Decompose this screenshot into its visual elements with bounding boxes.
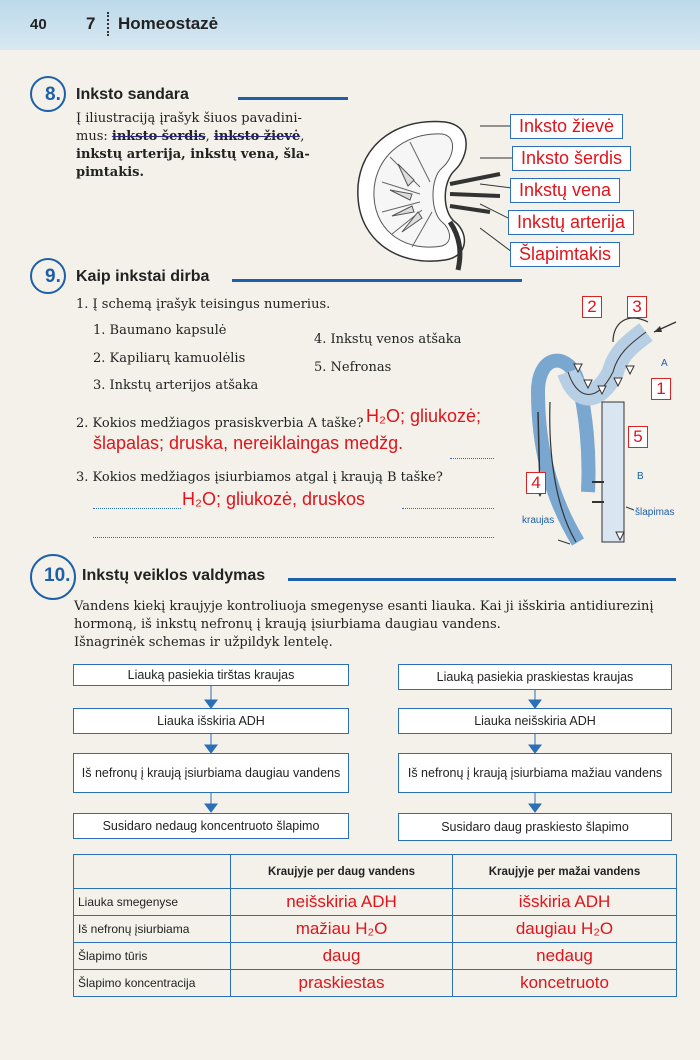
cell-answer: neišskiria ADH <box>231 889 453 916</box>
option-2: 2. Kapiliarų kamuolėlis <box>93 351 246 366</box>
cell-answer: išskiria ADH <box>453 889 677 916</box>
chapter-number: 7 <box>86 14 96 33</box>
section10-number: 10. <box>44 565 71 586</box>
answer-q3-dots-a <box>93 508 181 509</box>
right-flow-1: Liauką pasiekia praskiestas kraujas <box>398 664 672 690</box>
header-band <box>0 0 700 50</box>
right-flow-2: Liauka neišskiria ADH <box>398 708 672 734</box>
table-header-row <box>74 855 677 889</box>
diagram-box-nephron: 5 <box>628 426 648 448</box>
option-3: 3. Inkstų arterijos atšaka <box>93 378 259 393</box>
cell-answer: praskiestas <box>231 970 453 997</box>
flow-arrows <box>0 686 700 816</box>
label-slapimtakis: Šlapimtakis <box>510 242 620 267</box>
section9-q2: 2. Kokios medžiagos prasiskverbia A taške? <box>76 416 364 431</box>
table-row <box>74 916 677 943</box>
diagram-box-vein: 4 <box>526 472 546 494</box>
row-label: Liauka smegenyse <box>74 889 231 916</box>
cell-answer: daugiau H₂O <box>453 916 677 943</box>
row-label: Iš nefronų įsiurbiama <box>74 916 231 943</box>
option-5: 5. Nefronas <box>314 360 392 375</box>
left-flow-2: Liauka išskiria ADH <box>73 708 349 734</box>
diagram-box-capsule: 1 <box>651 378 671 400</box>
row-label: Šlapimo koncentracija <box>74 970 231 997</box>
left-flow-4: Susidaro nedaug koncentruoto šlapimo <box>73 813 349 839</box>
cell-answer: koncetruoto <box>453 970 677 997</box>
section8-instruction: Į iliustraciją įrašyk šiuos pavadini- mus: inksto šerdis, inksto žievė, inkstų arterija, inkstų vena, šla- pimtakis. <box>76 111 310 180</box>
section9-number: 9. <box>45 266 61 287</box>
section9-rule <box>232 279 522 282</box>
diagram-label-slapimas: šlapimas <box>635 507 675 518</box>
section9-title: Kaip inkstai dirba <box>76 268 210 285</box>
right-flow-4: Susidaro daug praskiesto šlapimo <box>398 813 672 841</box>
label-inksto-zieve: Inksto žievė <box>510 114 623 139</box>
answer-q3: H₂O; gliukozė, druskos <box>182 489 366 509</box>
cell-answer: daug <box>231 943 453 970</box>
diagram-box-top-right: 3 <box>627 296 647 318</box>
section8-number: 8. <box>45 84 61 105</box>
answer-q3-dots-c <box>93 537 494 538</box>
section9-q3: 3. Kokios medžiagos įsiurbiamos atgal į kraują B taške? <box>76 470 443 485</box>
table-row <box>74 943 677 970</box>
cell-answer: mažiau H₂O <box>231 916 453 943</box>
chapter-title: Homeostazė <box>118 14 219 33</box>
table-header-col1: Kraujyje per daug vandens <box>231 855 453 889</box>
answer-q2-line2: šlapalas; druska, nereiklaingas medžg. <box>93 433 404 453</box>
section8-rule <box>238 97 348 100</box>
option-1: 1. Baumano kapsulė <box>93 323 227 338</box>
left-flow-3: Iš nefronų į kraują įsiurbiama daugiau vandens <box>73 753 349 793</box>
chapter-separator <box>107 12 109 36</box>
option-4: 4. Inkstų venos atšaka <box>314 332 462 347</box>
diagram-box-top-left: 2 <box>582 296 602 318</box>
diagram-label-a: A <box>661 358 668 369</box>
row-label: Šlapimo tūris <box>74 943 231 970</box>
answer-q3-dots-b <box>402 508 494 509</box>
right-flow-3: Iš nefronų į kraują įsiurbiama mažiau vandens <box>398 753 672 793</box>
table-header-col2: Kraujyje per mažai vandens <box>453 855 677 889</box>
section10-title: Inkstų veiklos valdymas <box>82 567 266 584</box>
section10-rule <box>288 578 676 581</box>
table-row <box>74 970 677 997</box>
label-inkstu-vena: Inkstų vena <box>510 178 620 203</box>
answer-q2-dots <box>450 458 494 459</box>
table-header-empty <box>74 855 231 889</box>
left-flow-1: Liauką pasiekia tirštas kraujas <box>73 664 349 686</box>
diagram-label-kraujas: kraujas <box>522 515 555 526</box>
answer-q2-line1: H₂O; gliukozė; <box>366 406 482 426</box>
struck-term-2: inksto žievė <box>213 129 301 144</box>
diagram-label-b: B <box>637 471 644 482</box>
section10-intro: Vandens kiekį kraujyje kontroliuoja smegenyse esanti liauka. Kai ji išskiria antidiurezinį hormoną, iš inkstų nefronų į kraują įsiurbiama daugiau vandens. Išnagrinėk schemas ir užpildyk lentelę. <box>74 599 654 650</box>
label-inksto-serdis: Inksto šerdis <box>512 146 631 171</box>
section9-q1: 1. Į schemą įrašyk teisingus numerius. <box>76 297 331 312</box>
cell-answer: nedaug <box>453 943 677 970</box>
label-inkstu-arterija: Inkstų arterija <box>508 210 634 235</box>
section8-title: Inksto sandara <box>76 86 189 103</box>
table-row <box>74 889 677 916</box>
page-number: 40 <box>30 16 47 33</box>
adh-table <box>73 854 677 997</box>
struck-term-1: inksto šerdis <box>111 129 206 144</box>
